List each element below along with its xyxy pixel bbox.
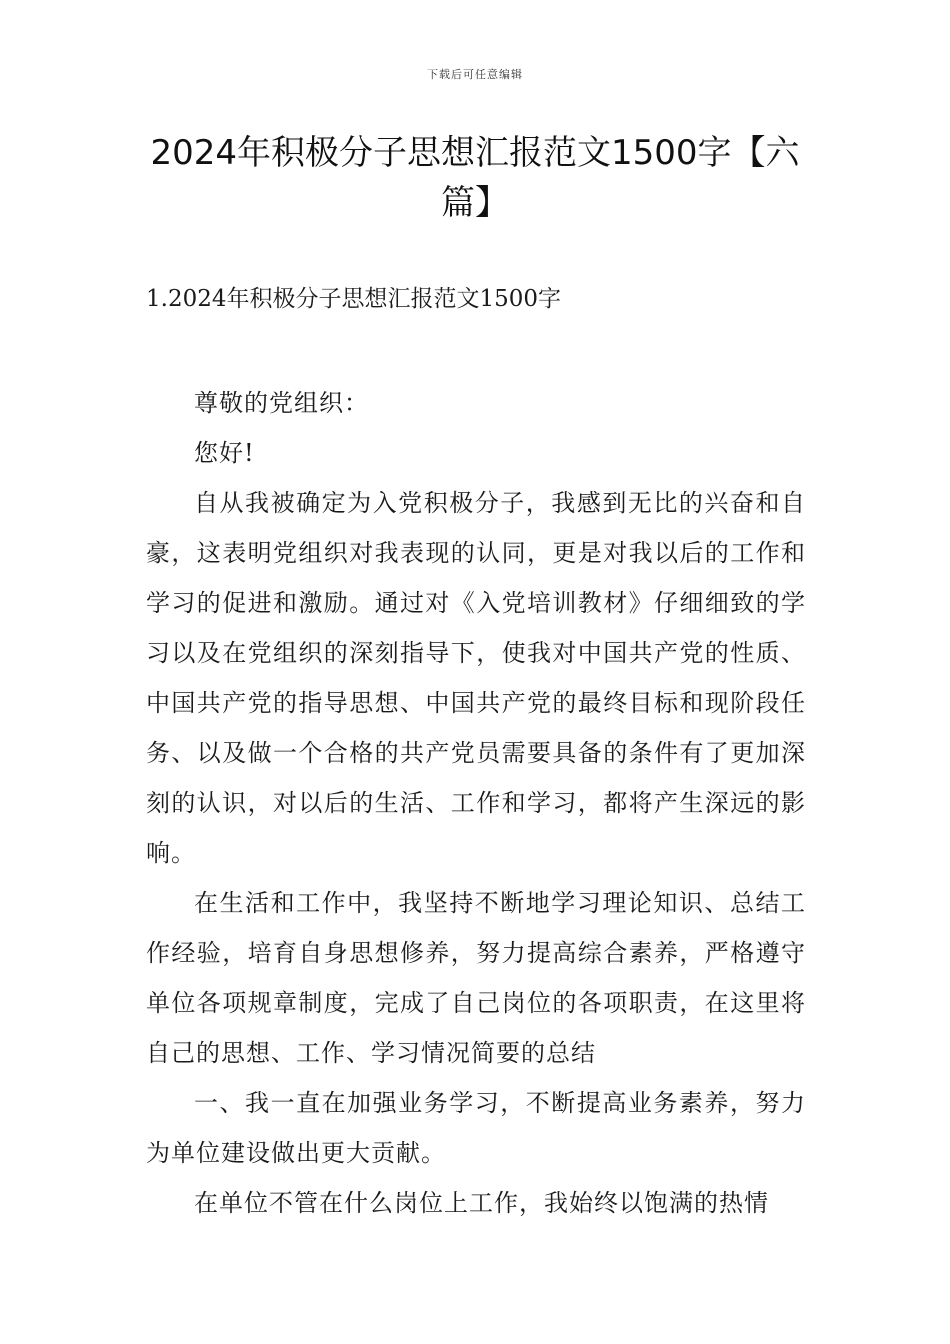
salutation: 尊敬的党组织： bbox=[194, 389, 369, 417]
body-paragraph: 在单位不管在什么岗位上工作，我始终以饱满的热情 bbox=[194, 1189, 769, 1217]
greeting: 您好! bbox=[194, 439, 255, 467]
document-title: 2024年积极分子思想汇报范文1500字【六篇】 bbox=[150, 133, 800, 223]
document-body bbox=[146, 378, 806, 1228]
section-heading: 1.2024年积极分子思想汇报范文1500字 bbox=[146, 286, 562, 312]
body-paragraph: 在生活和工作中，我坚持不断地学习理论知识、总结工作经验，培育自身思想修养，努力提高综合素养，严格遵守单位各项规章制度，完成了自己岗位的各项职责，在这里将自己的思想、工作、学习情况简要的总结 bbox=[146, 889, 806, 1067]
body-paragraph: 自从我被确定为入党积极分子，我感到无比的兴奋和自豪，这表明党组织对我表现的认同，更是对我以后的工作和学习的促进和激励。通过对《入党培训教材》仔细细致的学习以及在党组织的深刻指导下，使我对中国共产党的性质、中国共产党的指导思想、中国共产党的最终目标和现阶段任务、以及做一个合格的共产党员需要具备的条件有了更加深刻的认识，对以后的生活、工作和学习，都将产生深远的影响。 bbox=[146, 489, 806, 867]
header-note: 下载后可任意编辑 bbox=[427, 68, 523, 81]
body-paragraph: 一、我一直在加强业务学习，不断提高业务素养，努力为单位建设做出更大贡献。 bbox=[146, 1089, 806, 1167]
